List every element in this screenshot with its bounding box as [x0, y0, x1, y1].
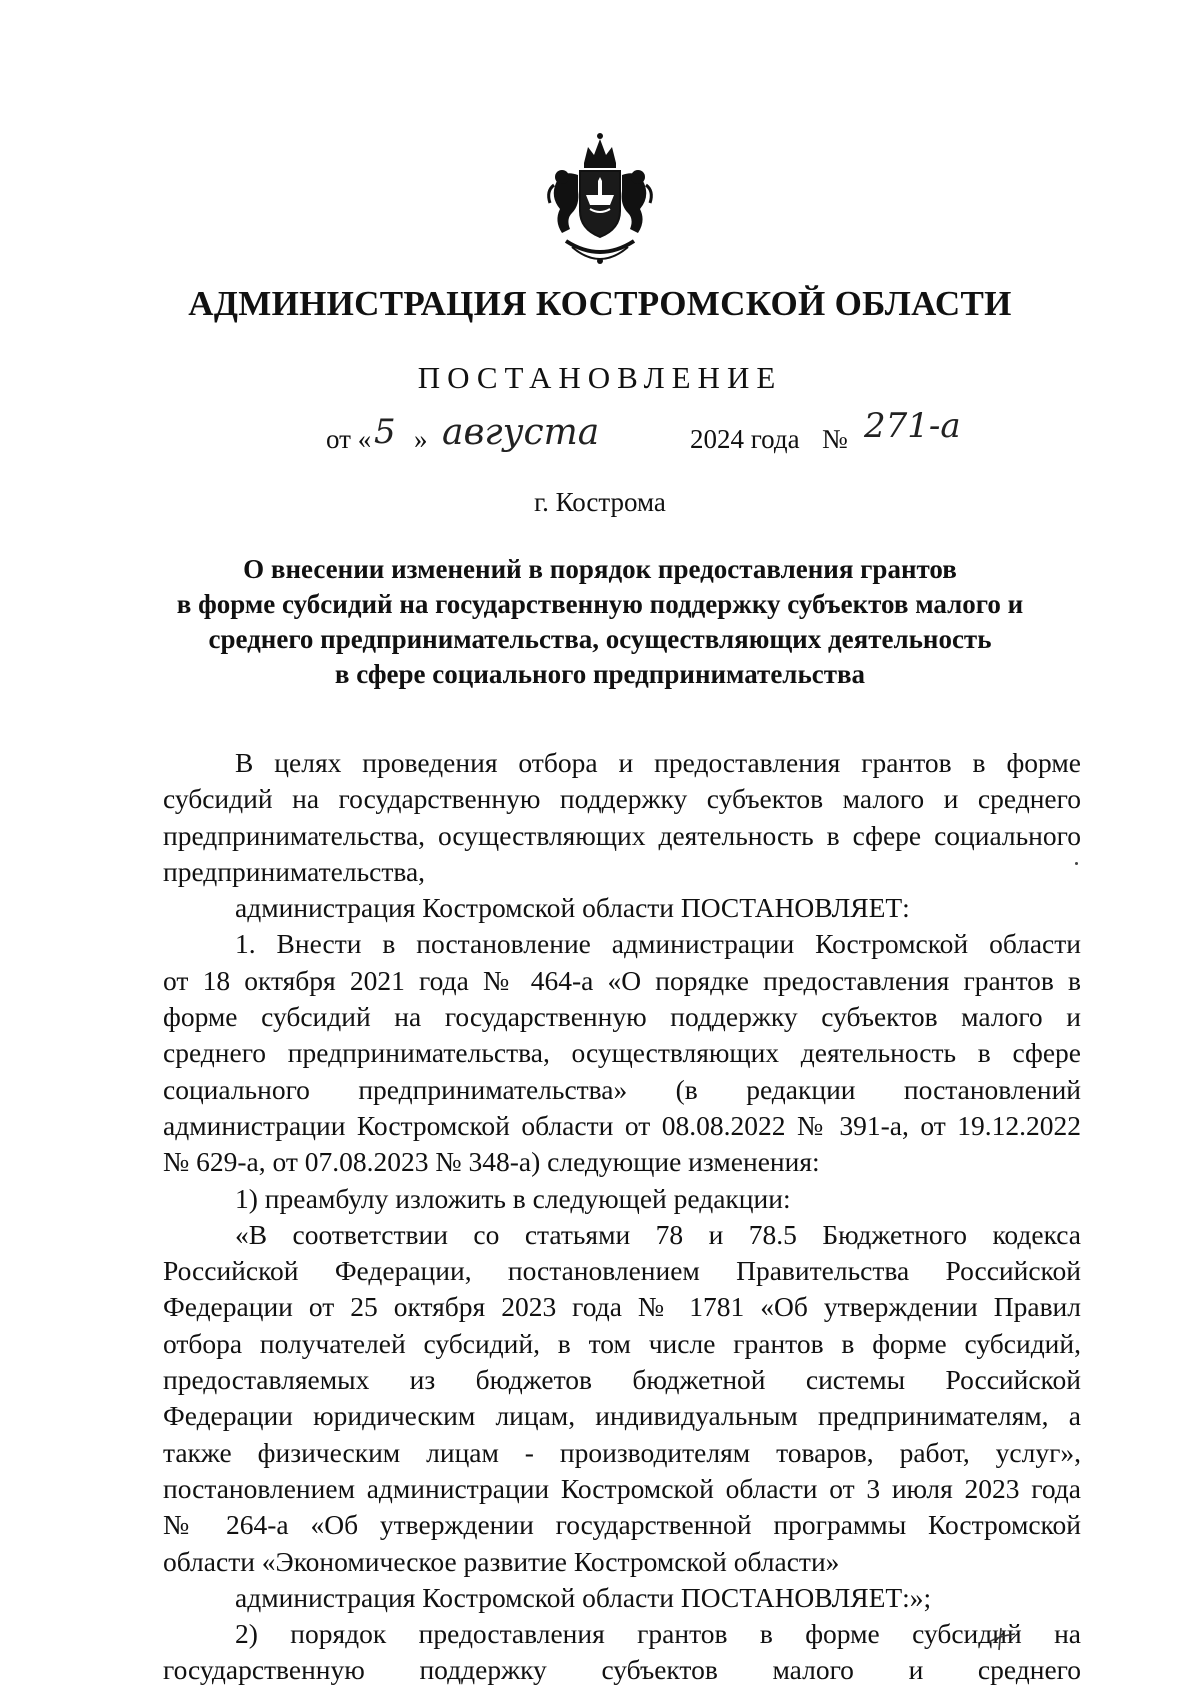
body-line: администрации Костромской области от 08.08.2022 № 391-а, от 19.12.2022 — [163, 1109, 1081, 1141]
body-line: В целях проведения отбора и предоставления грантов в форме — [235, 747, 1081, 778]
organization-title: АДМИНИСТРАЦИЯ КОСТРОМСКОЙ ОБЛАСТИ — [188, 284, 1012, 323]
subject-line: среднего предпринимательства, осуществляющих деятельность — [208, 624, 992, 654]
document-body — [163, 745, 1081, 1689]
handwritten-mark-icon — [985, 1624, 1019, 1654]
body-line: предпринимательства, — [163, 855, 426, 887]
number-sign: № — [822, 424, 848, 454]
date-mid: » — [414, 424, 428, 454]
date-prefix: от « — [326, 424, 372, 454]
scan-speck — [1075, 862, 1078, 865]
body-line: предоставляемых из бюджетов бюджетной системы Российской — [163, 1364, 1081, 1396]
body-line: субсидий на государственную поддержку субъектов малого и среднего — [163, 783, 1081, 815]
date-month: августа — [442, 412, 600, 453]
document-subject — [160, 552, 1040, 692]
date-line — [326, 406, 1106, 472]
subject-line: в сфере социального предпринимательства — [334, 659, 866, 689]
body-line: 2) порядок предоставления грантов в форме субсидий на — [235, 1618, 1081, 1650]
body-line: предпринимательства, осуществляющих деятельность в сфере социального — [163, 819, 1081, 851]
body-line: Российской Федерации, постановлением Правительства Российской — [163, 1255, 1081, 1287]
body-line: отбора получателей субсидий, в том числе грантов в форме субсидий, — [163, 1327, 1081, 1359]
document-number: 271-а — [864, 406, 961, 446]
body-line: 1. Внести в постановление администрации Костромской области — [235, 928, 1081, 960]
kostroma-coat-of-arms-icon — [540, 125, 660, 275]
subject-line: О внесении изменений в порядок предоставления грантов — [243, 554, 957, 584]
subject-line: в форме субсидий на государственную поддержку субъектов малого и — [176, 589, 1024, 619]
body-line: Федерации от 25 октября 2023 года № 1781 «Об утверждении Правил — [163, 1291, 1081, 1323]
document-type: ПОСТАНОВЛЕНИЕ — [417, 360, 783, 395]
date-day: 5 — [374, 412, 396, 452]
body-line: области «Экономическое развитие Костромской области» — [163, 1545, 840, 1577]
body-line: Федерации юридическим лицам, индивидуальным предпринимателям, а — [163, 1400, 1081, 1432]
body-line: 1) преамбулу изложить в следующей редакции: — [235, 1182, 791, 1214]
body-line: форме субсидий на государственную поддержку субъектов малого и — [163, 1001, 1081, 1033]
body-line: администрация Костромской области ПОСТАНОВЛЯЕТ: — [235, 892, 910, 924]
body-line: среднего предпринимательства, осуществляющих деятельность в сфере — [163, 1037, 1081, 1069]
body-line: социального предпринимательства» (в редакции постановлений — [163, 1073, 1081, 1105]
city: г. Кострома — [534, 487, 666, 517]
body-line: № 629-а, от 07.08.2023 № 348-а) следующие изменения: — [163, 1146, 820, 1178]
body-line: постановлением администрации Костромской области от 3 июля 2023 года — [163, 1472, 1081, 1504]
body-line: также физическим лицам - производителям товаров, работ, услуг», — [163, 1436, 1081, 1468]
body-line: от 18 октября 2021 года № 464-а «О порядке предоставления грантов в — [163, 964, 1081, 996]
body-line: «В соответствии со статьями 78 и 78.5 Бюджетного кодекса — [235, 1218, 1081, 1250]
body-line: государственную поддержку субъектов малого и среднего — [163, 1654, 1081, 1686]
body-line: № 264-а «Об утверждении государственной программы Костромской — [163, 1509, 1081, 1541]
body-line: администрация Костромской области ПОСТАНОВЛЯЕТ:»; — [235, 1581, 932, 1613]
date-year: 2024 года — [690, 424, 800, 454]
